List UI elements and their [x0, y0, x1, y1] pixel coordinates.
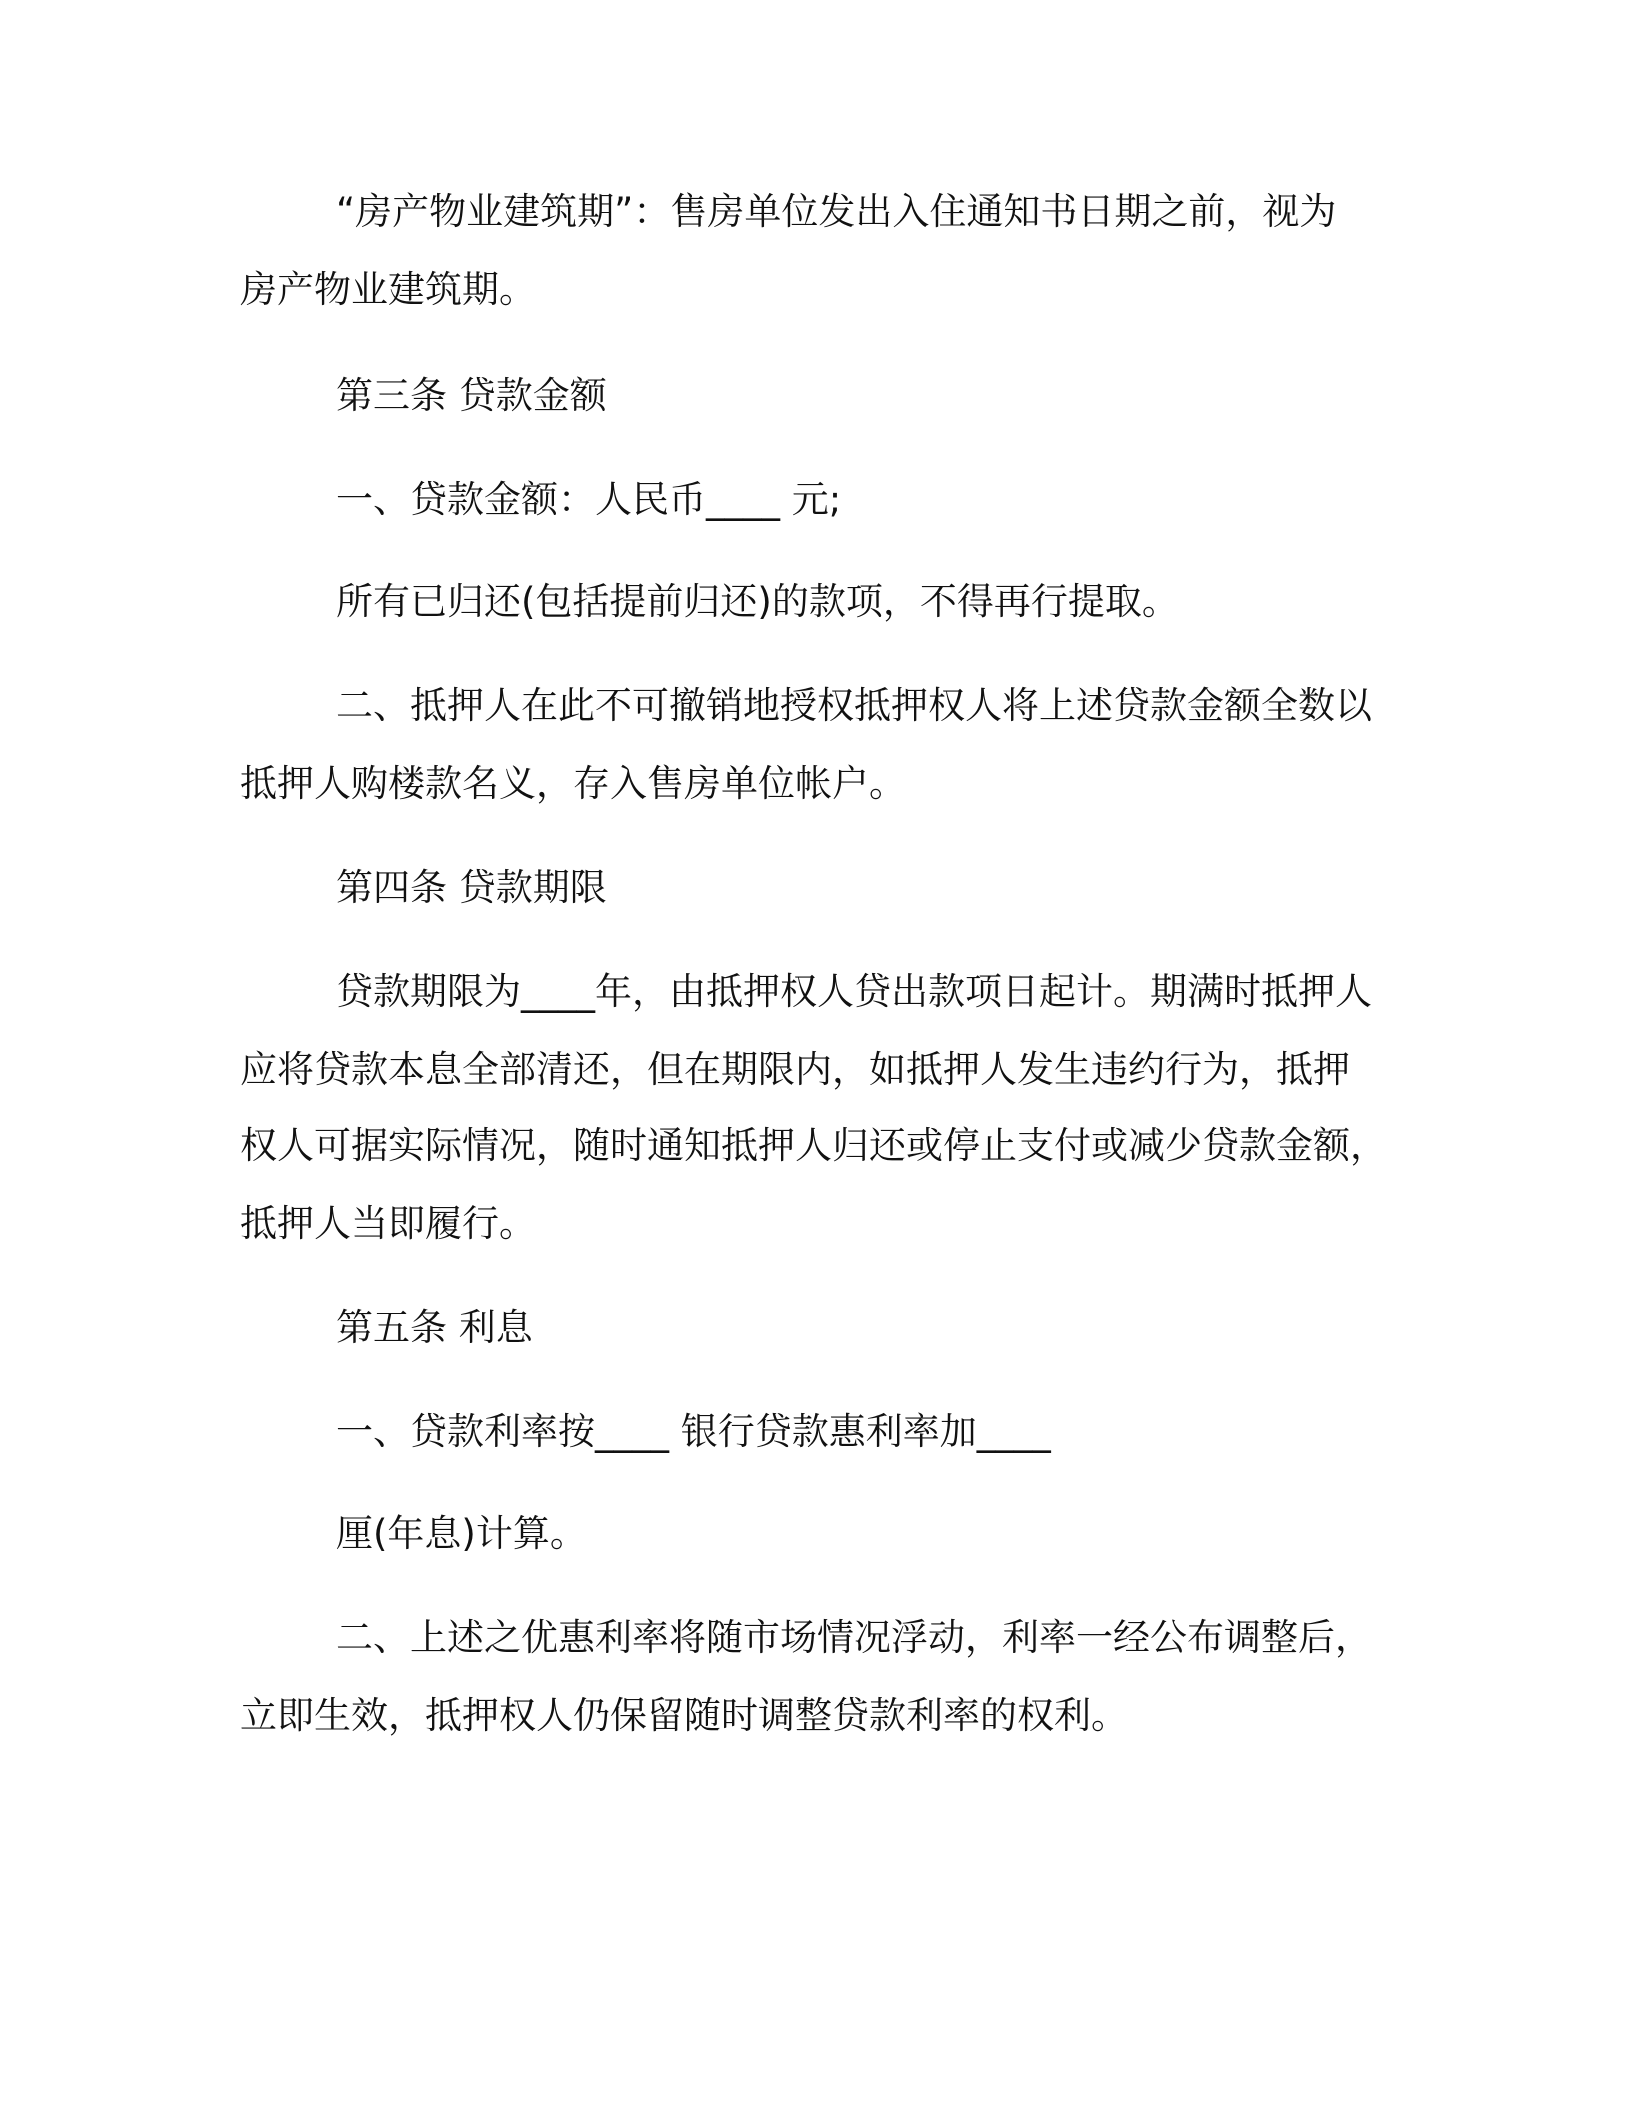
text-line: 应将贷款本息全部清还，但在期限内，如抵押人发生违约行为，抵押: [240, 1048, 1350, 1091]
text-line: 贷款期限为____年，由抵押权人贷出款项日起计。期满时抵押人: [336, 970, 1372, 1013]
text-line: 抵押人购楼款名义，存入售房单位帐户。: [240, 762, 906, 805]
text-line: 房产物业建筑期。: [240, 268, 536, 311]
text-line: “房产物业建筑期”：售房单位发出入住通知书日期之前，视为: [336, 190, 1337, 233]
section-heading: 第五条 利息: [336, 1306, 533, 1349]
text-line: 权人可据实际情况，随时通知抵押人归还或停止支付或减少贷款金额，: [240, 1124, 1387, 1167]
text-line: 一、贷款利率按____ 银行贷款惠利率加____: [336, 1410, 1051, 1453]
text-line: 厘(年息)计算。: [336, 1512, 587, 1555]
text-line: 抵押人当即履行。: [240, 1202, 536, 1245]
text-line: 二、上述之优惠利率将随市场情况浮动，利率一经公布调整后，: [336, 1616, 1372, 1659]
text-line: 一、贷款金额：人民币____ 元;: [336, 478, 842, 521]
text-line: 二、抵押人在此不可撤销地授权抵押权人将上述贷款金额全数以: [336, 684, 1372, 727]
section-heading: 第三条 贷款金额: [336, 374, 607, 417]
section-heading: 第四条 贷款期限: [336, 866, 607, 909]
text-line: 所有已归还(包括提前归还)的款项，不得再行提取。: [336, 580, 1179, 623]
text-line: 立即生效，抵押权人仍保留随时调整贷款利率的权利。: [240, 1694, 1128, 1737]
